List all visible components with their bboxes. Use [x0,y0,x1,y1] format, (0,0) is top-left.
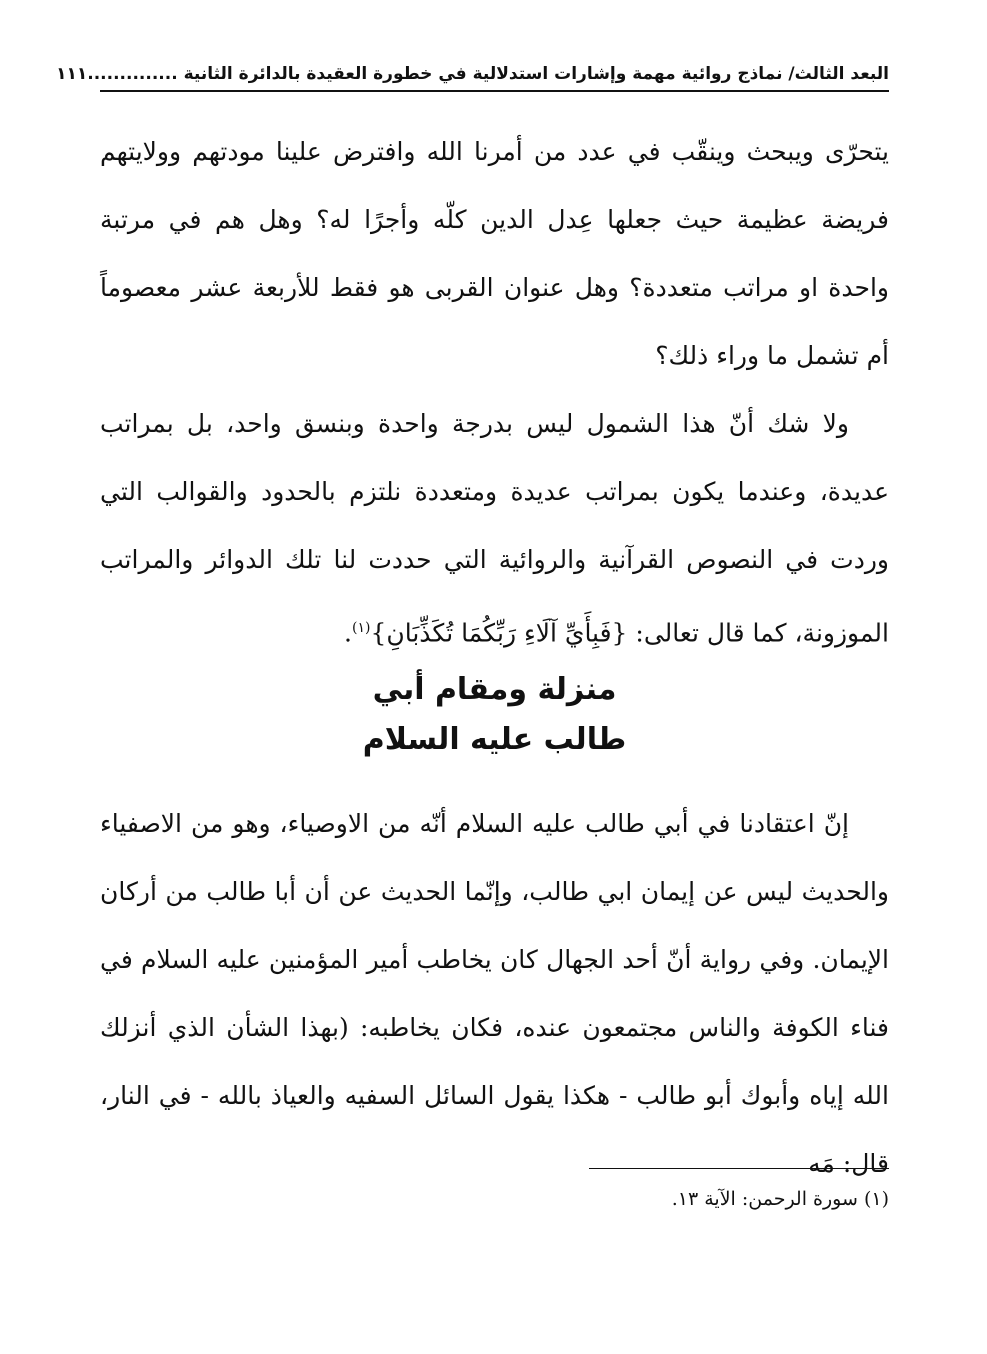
page-number: ١١١ [56,64,88,84]
paragraph-1-block [100,118,889,390]
paragraph-2-block [100,390,889,667]
footnote-marker: (١) [351,620,371,636]
section-heading-line-1: منزلة ومقام أبي [372,672,617,707]
running-header [56,40,889,92]
paragraph-3: إنّ اعتقادنا في أبي طالب عليه السلام أنّه من الاوصياء، وهو من الاصفياء والحديث ليس عن إيمان ابي طالب، وإنّما الحديث عن أن أبا طالب من أركان الإيمان. وفي رواية أنّ أحد الجهال كان يخاطب أمير المؤمنين عليه السلام في فناء الكوفة والناس مجتمعون عنده، فكان يخاطبه: (بهذا الشأن الذي أنزلك الله إياه وأبوك أبو طالب - هكذا يقول السائل السفيه والعياذ بالله - في النار، قال: مَه [100,809,889,1178]
paragraph-1: يتحرّى ويبحث وينقّب في عدد من أمرنا الله وافترض علينا مودتهم وولايتهم فريضة عظيمة حيث جعلها عِدل الدين كلّه وأجرًا له؟ وهل هم في مرتبة واحدة او مراتب متعددة؟ وهل عنوان القربى هو فقط للأربعة عشر معصوماً أم تشمل ما وراء ذلك؟ [100,137,889,370]
paragraph-3-block [100,790,889,1198]
footnote-divider [589,1168,889,1169]
quran-verse-quote: {فَبِأَيِّ آلَاءِ رَبِّكُمَا تُكَذِّبَانِ} [370,618,628,648]
paragraph-2-end: . [344,618,352,648]
running-header-title: البعد الثالث/ نماذج روائية مهمة وإشارات استدلالية في خطورة العقيدة بالدائرة الثانية .............. [87,64,889,84]
paragraph-2 [100,390,889,667]
section-heading-line-2: طالب عليه السلام [362,722,627,757]
paragraph-2-text: ولا شك أنّ هذا الشمول ليس بدرجة واحدة وبنسق واحد، بل بمراتب عديدة، وعندما يكون بمراتب عديدة ومتعددة نلتزم بالحدود والقوالب التي وردت في النصوص القرآنية والروائية التي حددت لنا تلك الدوائر والمراتب الموزونة، كما قال تعالى: [100,409,889,648]
footnote: (١) سورة الرحمن: الآية ١٣. [671,1188,889,1210]
